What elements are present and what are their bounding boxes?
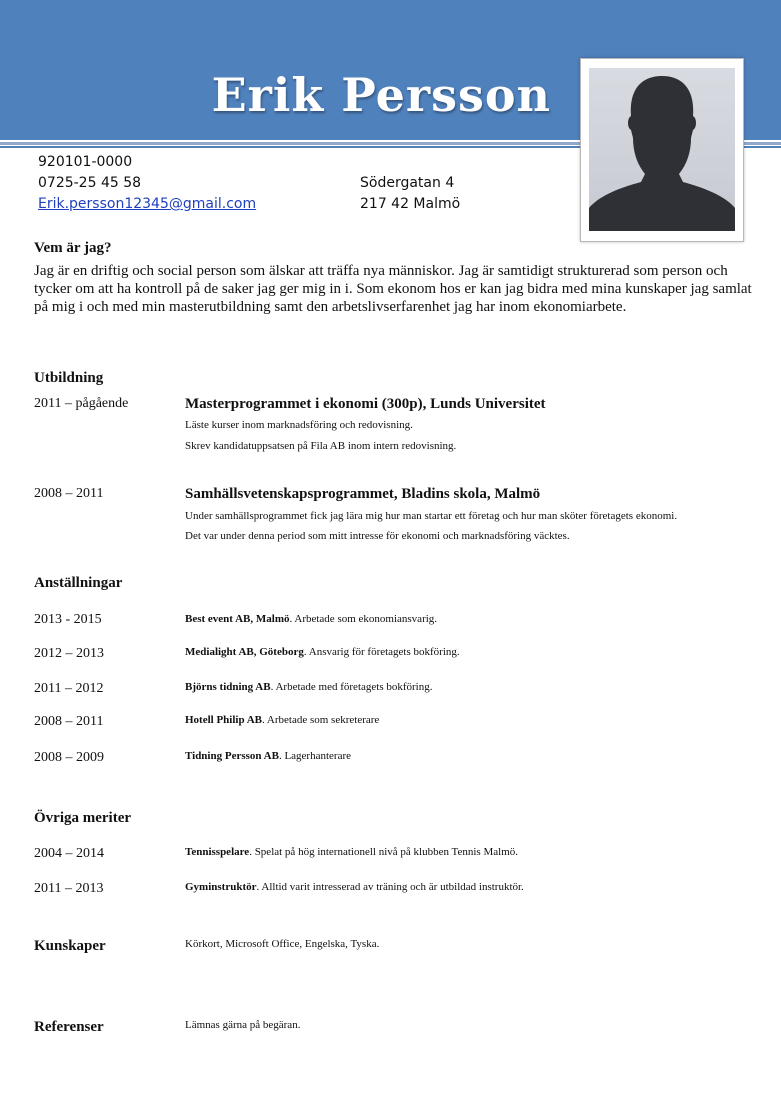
education-heading: Utbildning: [34, 370, 104, 386]
merit-title: Tennisspelare: [185, 846, 250, 858]
contact-details: [38, 152, 256, 215]
merit-description: . Spelat på hög internationell nivå på klubben Tennis Malmö.: [249, 846, 518, 858]
employment-date: 2011 – 2012: [34, 681, 104, 696]
employment-entry: [185, 646, 460, 658]
employment-date: 2008 – 2011: [34, 714, 104, 729]
merits-heading: Övriga meriter: [34, 810, 132, 826]
employment-description: . Arbetade som sekreterare: [262, 714, 380, 726]
address: [360, 173, 460, 215]
profile-photo-frame: [580, 58, 744, 242]
employer-name: Best event AB, Malmö: [185, 613, 290, 625]
employment-date: 2012 – 2013: [34, 646, 104, 661]
employment-description: . Arbetade som ekonomiansvarig.: [289, 613, 438, 625]
merit-title: Gyminstruktör: [185, 881, 257, 893]
education-line: Skrev kandidatuppsatsen på Fila AB inom intern redovisning.: [185, 440, 457, 452]
personal-id: 920101-0000: [38, 154, 133, 170]
employment-date: 2013 - 2015: [34, 612, 102, 627]
employment-entry: [185, 613, 437, 625]
merit-description: . Alltid varit intresserad av träning och är utbildad instruktör.: [256, 881, 524, 893]
education-date: 2008 – 2011: [34, 486, 104, 501]
education-line: Läste kurser inom marknadsföring och redovisning.: [185, 419, 413, 431]
phone-number: 0725-25 45 58: [38, 175, 142, 191]
email-link[interactable]: Erik.persson12345@gmail.com: [38, 196, 257, 212]
about-text: Jag är en driftig och social person som älskar att träffa nya människor. Jag är samtidigt strukturerad som person och tycker om att ha kontroll på de saker jag ger mig in i. Som ekonom hos er kan jag bidra med mina kunskaper jag samlat på mig i och med min masterutbildning samt den arbetslivserfarenhet jag har inom ekonomiarbete.: [34, 263, 752, 315]
skills-text: Körkort, Microsoft Office, Engelska, Tyska.: [185, 938, 380, 950]
candidate-name: Erik Persson: [211, 68, 551, 122]
street-address: Södergatan 4: [360, 175, 455, 191]
employment-entry: [185, 681, 432, 693]
education-title: Masterprogrammet i ekonomi (300p), Lunds Universitet: [185, 396, 546, 412]
employer-name: Hotell Philip AB: [185, 714, 263, 726]
employment-description: . Lagerhanterare: [278, 750, 352, 762]
employment-date: 2008 – 2009: [34, 750, 104, 765]
employment-description: . Ansvarig för företagets bokföring.: [303, 646, 460, 658]
references-heading: Referenser: [34, 1019, 104, 1035]
employment-heading: Anställningar: [34, 575, 123, 591]
merit-date: 2004 – 2014: [34, 846, 104, 861]
employer-name: Björns tidning AB: [185, 681, 271, 693]
city-postal: 217 42 Malmö: [360, 196, 461, 212]
employment-entry: [185, 714, 379, 726]
skills-heading: Kunskaper: [34, 938, 106, 954]
education-line: Under samhällsprogrammet fick jag lära mig hur man startar ett företag och hur man sköter företagets ekonomi.: [185, 510, 678, 522]
education-title: Samhällsvetenskapsprogrammet, Bladins skola, Malmö: [185, 486, 541, 502]
merit-date: 2011 – 2013: [34, 881, 104, 896]
employer-name: Tidning Persson AB: [185, 750, 279, 762]
education-line: Det var under denna period som mitt intresse för ekonomi och marknadsföring väcktes.: [185, 530, 570, 542]
employment-description: . Arbetade med företagets bokföring.: [270, 681, 433, 693]
education-date: 2011 – pågående: [34, 396, 129, 411]
employment-entry: [185, 750, 351, 762]
person-silhouette-icon: [589, 68, 735, 231]
references-text: Lämnas gärna på begäran.: [185, 1019, 301, 1031]
profile-photo: [589, 68, 735, 231]
employer-name: Medialight AB, Göteborg: [185, 646, 304, 658]
merit-entry: [185, 846, 518, 858]
about-heading: Vem är jag?: [34, 240, 112, 256]
merit-entry: [185, 881, 524, 893]
